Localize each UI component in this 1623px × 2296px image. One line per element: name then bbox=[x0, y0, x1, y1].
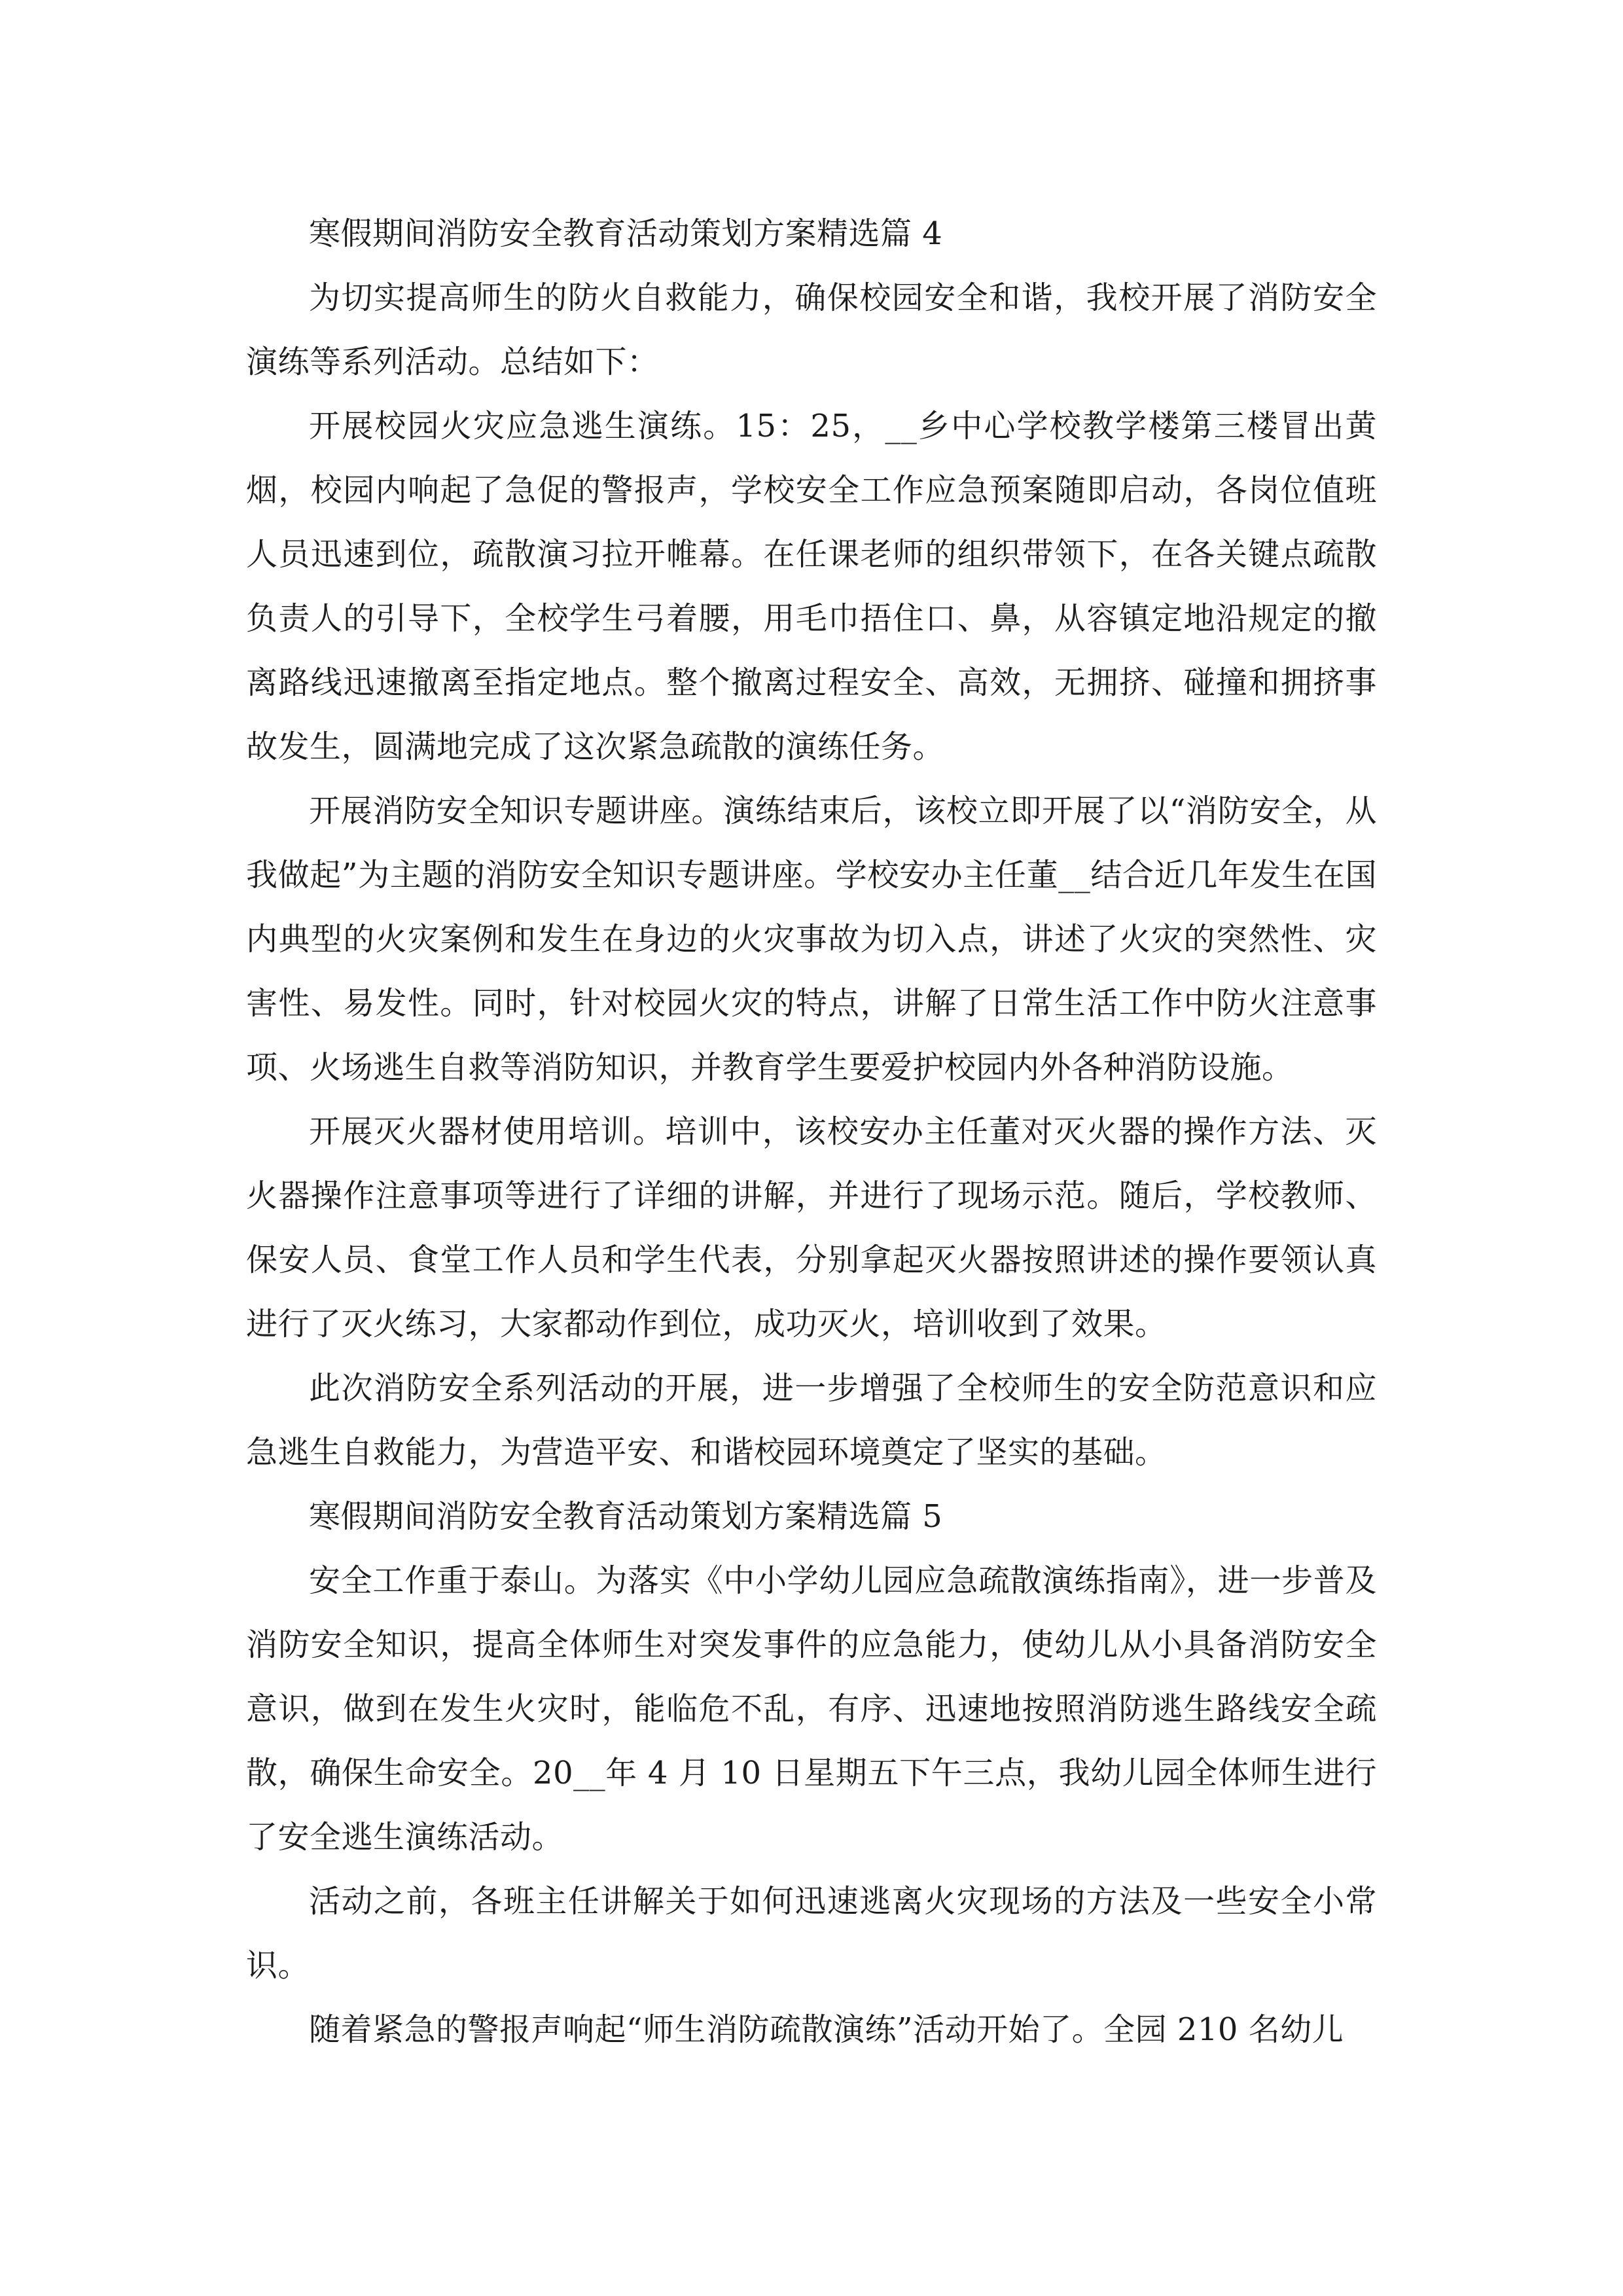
paragraph-safety-lecture: 开展消防安全知识专题讲座。演练结束后，该校立即开展了以“消防安全，从我做起”为主题的消防安全知识专题讲座。学校安办主任董__结合近几年发生在国内典型的火灾案例和发生在身边的火灾事故为切入点，讲述了火灾的突然性、灾害性、易发性。同时，针对校园火灾的特点，讲解了日常生活工作中防火注意事项、火场逃生自救等消防知识，并教育学生要爱护校园内外各种消防设施。 bbox=[246, 793, 1377, 1086]
paragraph-fire-drill: 开展校园火灾应急逃生演练。15：25，__乡中心学校教学楼第三楼冒出黄烟，校园内响起了急促的警报声，学校安全工作应急预案随即启动，各岗位值班人员迅速到位，疏散演习拉开帷幕。在任课老师的组织带领下，在各关键点疏散负责人的引导下，全校学生弓着腰，用毛巾捂住口、鼻，从容镇定地沿规定的撤离路线迅速撤离至指定地点。整个撤离过程安全、高效，无拥挤、碰撞和拥挤事故发生，圆满地完成了这次紧急疏散的演练任务。 bbox=[246, 408, 1377, 765]
section-heading-5: 寒假期间消防安全教育活动策划方案精选篇 5 bbox=[309, 1498, 943, 1535]
paragraph-before-activity: 活动之前，各班主任讲解关于如何迅速逃离火灾现场的方法及一些安全小常识。 bbox=[246, 1883, 1377, 1984]
paragraph-intro: 为切实提高师生的防火自救能力，确保校园安全和谐，我校开展了消防安全演练等系列活动。总结如下： bbox=[246, 279, 1377, 380]
document-body bbox=[246, 202, 1377, 2062]
paragraph-kindergarten-intro: 安全工作重于泰山。为落实《中小学幼儿园应急疏散演练指南》，进一步普及消防安全知识，提高全体师生对突发事件的应急能力，使幼儿从小具备消防安全意识，做到在发生火灾时，能临危不乱，有序、迅速地按照消防逃生路线安全疏散，确保生命安全。20__年 4 月 10 日星期五下午三点，我幼儿园全体师生进行了安全逃生演练活动。 bbox=[246, 1562, 1377, 1856]
section-heading-4: 寒假期间消防安全教育活动策划方案精选篇 4 bbox=[309, 215, 943, 252]
paragraph-extinguisher-training: 开展灭火器材使用培训。培训中，该校安办主任董对灭火器的操作方法、灭火器操作注意事项等进行了详细的讲解，并进行了现场示范。随后，学校教师、保安人员、食堂工作人员和学生代表，分别拿起灭火器按照讲述的操作要领认真进行了灭火练习，大家都动作到位，成功灭火，培训收到了效果。 bbox=[246, 1113, 1377, 1342]
paragraph-alarm-start: 随着紧急的警报声响起“师生消防疏散演练”活动开始了。全园 210 名幼儿 bbox=[309, 2011, 1344, 2048]
paragraph-summary: 此次消防安全系列活动的开展，进一步增强了全校师生的安全防范意识和应急逃生自救能力，为营造平安、和谐校园环境奠定了坚实的基础。 bbox=[246, 1370, 1377, 1471]
